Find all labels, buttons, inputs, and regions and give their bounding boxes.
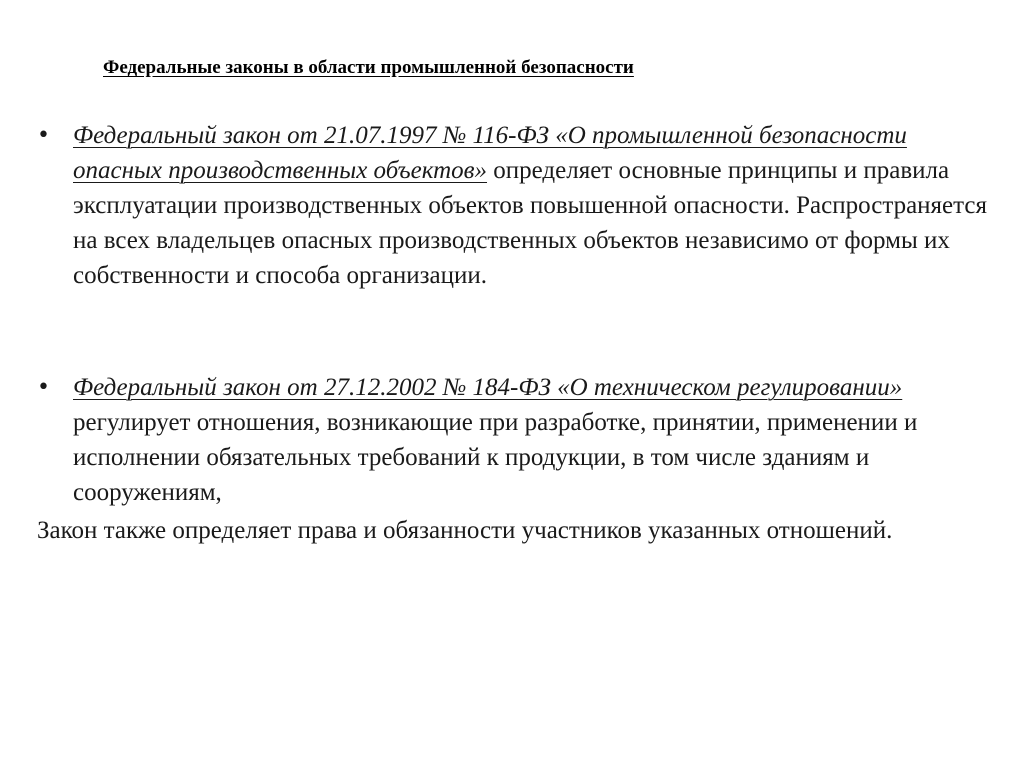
bullet-description: определяет основные принципы и правила эксплуатации производственных объектов повышенной опасности. Распространяется на всех владельцев опасных производственных объектов независимо от формы их собственности и способа организации. [73, 157, 987, 289]
law-reference-184: Федеральный закон от 27.12.2002 № 184-ФЗ «О техническом регулировании» [73, 374, 903, 401]
bullet-marker: • [37, 123, 50, 148]
slide-title: Федеральные законы в области промышленной безопасности [103, 57, 634, 78]
bullet-description: регулирует отношения, возникающие при разработке, принятии, применении и исполнении обязательных требований к продукции, в том числе зданиям и сооружениям, [73, 409, 918, 506]
bullet-item-law-184 [37, 370, 997, 510]
law-reference-116: Федеральный закон от 21.07.1997 № 116-ФЗ «О промышленной безопасности опасных производственных объектов» [73, 122, 907, 184]
bullet-text [73, 370, 997, 510]
closing-paragraph: Закон также определяет права и обязанности участников указанных отношений. [37, 517, 893, 544]
bullet-item-law-116 [37, 118, 997, 293]
bullet-marker: • [37, 375, 50, 400]
bullet-text [73, 118, 997, 293]
